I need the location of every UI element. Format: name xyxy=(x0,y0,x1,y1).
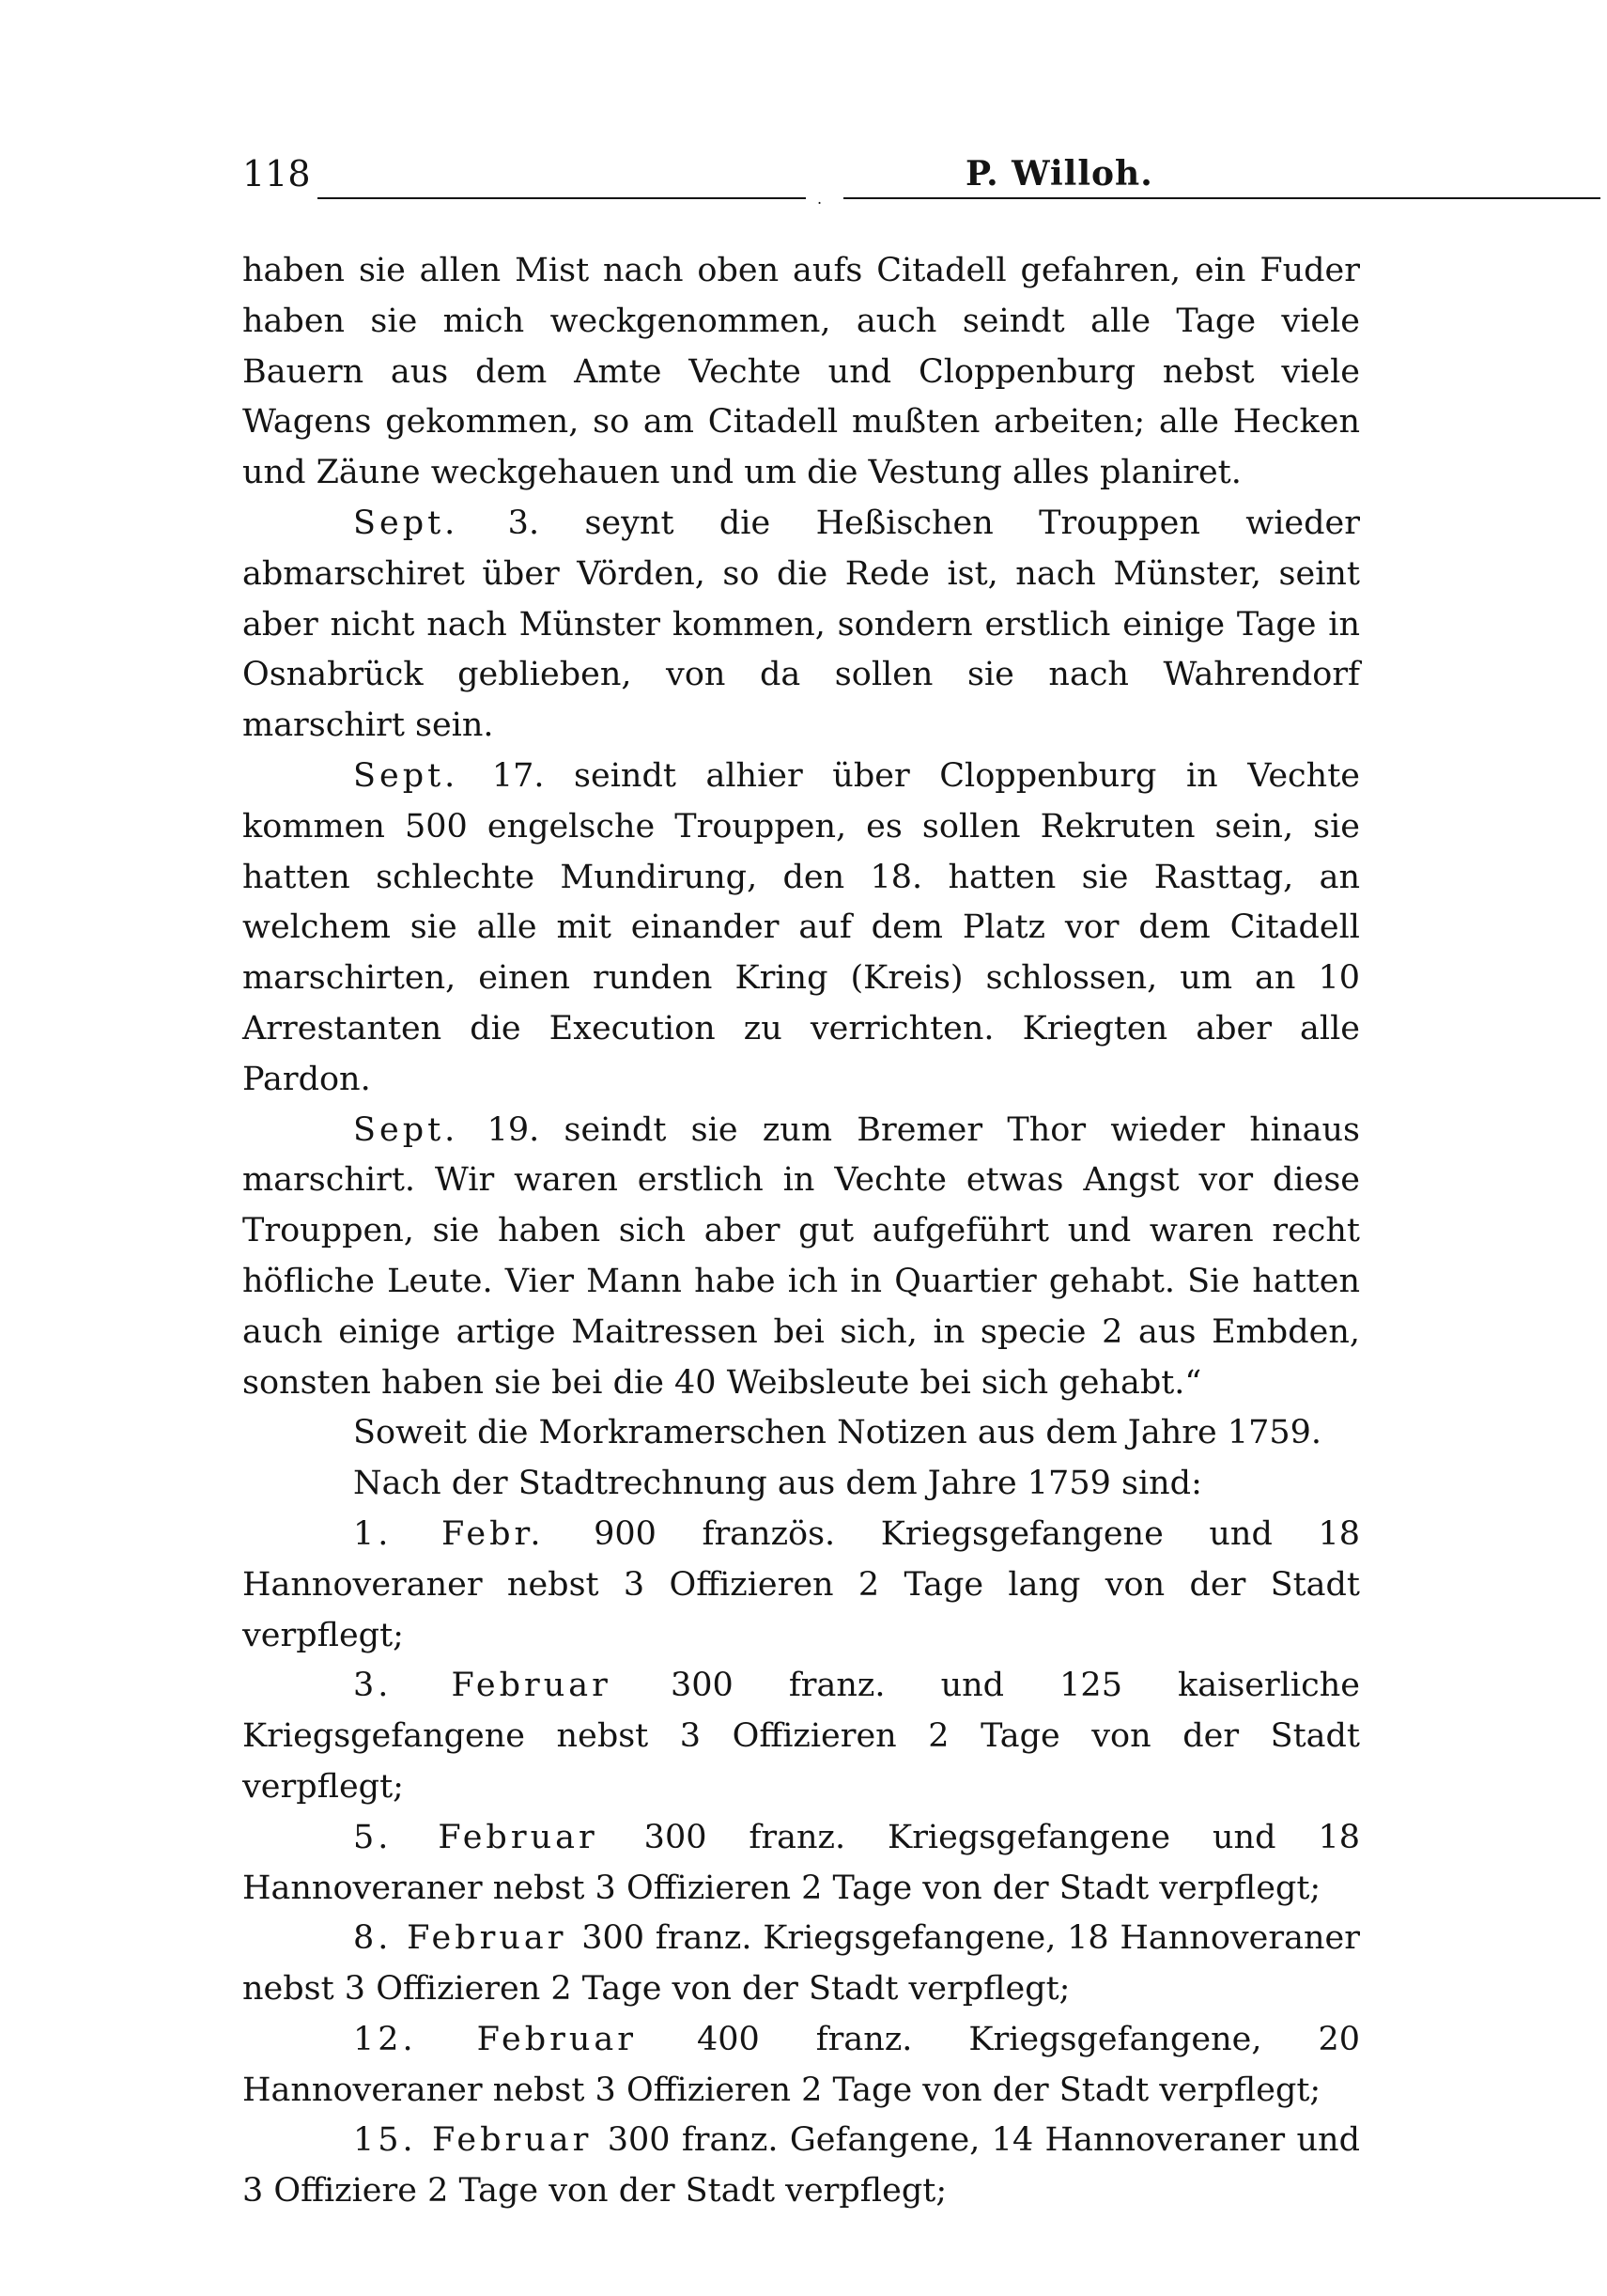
paragraph-text: 3. seynt die Heßischen Trouppen wieder abmarschiret über Vörden, so die Rede ist, nach Münster, seint aber nicht nach Münster kommen, sondern erstlich einige Tage in Osnabrück geblieben, von da sollen sie nach Wahrendorf marschirt sein. xyxy=(242,504,1360,745)
paragraph-lead: 15. Februar xyxy=(353,2121,608,2160)
paragraph-text: haben sie allen Mist nach oben aufs Citadell gefahren, ein Fuder haben sie mich weckgenommen, auch seindt alle Tage viele Bauern aus dem Amte Vechte und Cloppenburg nebst viele Wagens gekommen, so am Citadell mußten arbeiten; alle Hecken und Zäune weckgehauen und um die Vestung alles planiret. xyxy=(242,252,1360,492)
paragraph-text: 300 franz. Kriegsgefangene, 18 Hannoveraner nebst 3 Offizieren 2 Tage von der Stadt verpflegt; xyxy=(242,1919,1360,2009)
paragraph xyxy=(242,1813,1360,1915)
paragraph-lead: 3. Februar xyxy=(353,1667,671,1705)
page-number: 118 xyxy=(242,153,311,194)
running-title: P. Willoh. xyxy=(966,154,1153,194)
paragraph xyxy=(242,1661,1360,1812)
paragraph xyxy=(242,1408,1360,1459)
body-text xyxy=(242,246,1360,2217)
paragraph xyxy=(242,246,1360,499)
paragraph-lead: 8. Februar xyxy=(353,1919,582,1958)
paragraph xyxy=(242,1510,1360,1661)
paragraph-text: 300 franz. und 125 kaiserliche Kriegsgefangene nebst 3 Offizieren 2 Tage von der Stadt verpflegt; xyxy=(242,1667,1360,1806)
page-header xyxy=(242,150,1360,208)
paragraph-lead: 12. Februar xyxy=(353,2020,697,2058)
paragraph-text: Nach der Stadtrechnung aus dem Jahre 1759 sind: xyxy=(353,1465,1202,1503)
paragraph-text: 400 franz. Kriegsgefangene, 20 Hannoveraner nebst 3 Offizieren 2 Tage von der Stadt verpflegt; xyxy=(242,2020,1360,2109)
paragraph-lead: Sept. xyxy=(353,1110,487,1149)
paragraph xyxy=(242,2116,1360,2217)
paragraph-lead: 1. Febr. xyxy=(353,1514,595,1553)
paragraph-text: Soweit die Morkramerschen Notizen aus dem Jahre 1759. xyxy=(353,1414,1322,1452)
paragraph-text: 900 französ. Kriegsgefangene und 18 Hannoveraner nebst 3 Offizieren 2 Tage lang von der Stadt verpflegt; xyxy=(242,1514,1360,1654)
paragraph-text: 300 franz. Kriegsgefangene und 18 Hannoveraner nebst 3 Offizieren 2 Tage von der Stadt verpflegt; xyxy=(242,1818,1360,1907)
paragraph-text: 17. seindt alhier über Cloppenburg in Vechte kommen 500 engelsche Trouppen, es sollen Rekruten sein, sie hatten schlechte Mundirung, den 18. hatten sie Rasttag, an welchem sie alle mit einander auf dem Platz vor dem Citadell marschirten, einen runden Kring (Kreis) schlossen, um an 10 Arrestanten die Execution zu verrichten. Kriegten aber alle Pardon. xyxy=(242,756,1360,1098)
paragraph xyxy=(242,2015,1360,2117)
paragraph-lead: 5. Februar xyxy=(353,1818,644,1856)
paragraph xyxy=(242,1459,1360,1510)
paragraph xyxy=(242,1106,1360,1409)
header-rule-left xyxy=(317,197,806,199)
paragraph-text: 300 franz. Gefangene, 14 Hannoveraner und 3 Offiziere 2 Tage von der Stadt verpflegt; xyxy=(242,2121,1360,2211)
header-rule-dot: . xyxy=(817,190,823,208)
paragraph-lead: Sept. xyxy=(353,756,492,795)
header-rule-right xyxy=(843,197,1600,199)
paragraph-lead: Sept. xyxy=(353,504,508,542)
paragraph xyxy=(242,499,1360,752)
paragraph-text: 19. seindt sie zum Bremer Thor wieder hinaus marschirt. Wir waren erstlich in Vechte etwas Angst vor diese Trouppen, sie haben sich aber gut aufgeführt und waren recht höfliche Leute. Vier Mann habe ich in Quartier gehabt. Sie hatten auch einige artige Maitressen bei sich, in specie 2 aus Embden, sonsten haben sie bei die 40 Weibsleute bei sich gehabt.“ xyxy=(242,1110,1360,1402)
paragraph xyxy=(242,1914,1360,2015)
paragraph xyxy=(242,752,1360,1106)
